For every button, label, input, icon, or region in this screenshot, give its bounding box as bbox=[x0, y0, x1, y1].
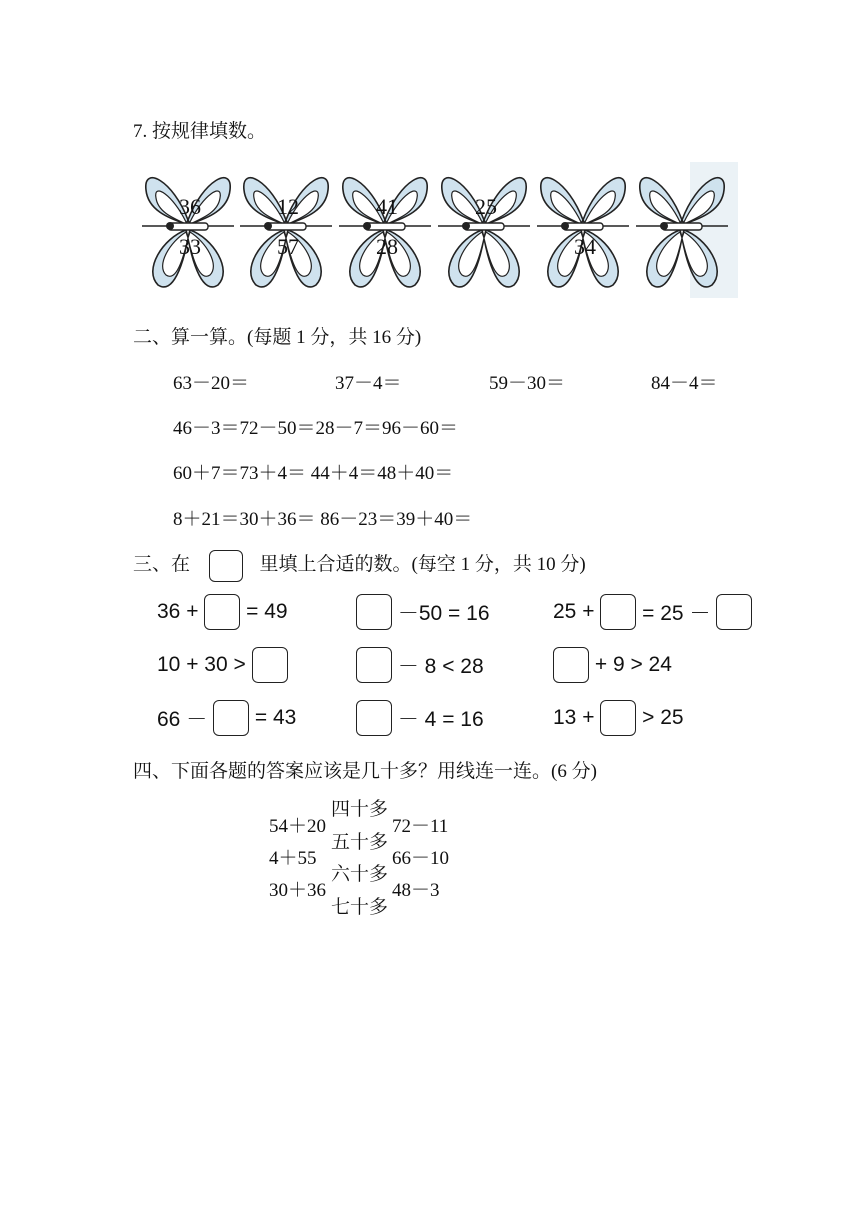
butterfly-sequence bbox=[138, 160, 736, 300]
butterfly-4 bbox=[434, 160, 534, 300]
fill-r1c2-b: －50 = 16 bbox=[397, 602, 490, 625]
section-3-title-a: 三、在 bbox=[133, 554, 191, 575]
answer-box[interactable] bbox=[553, 647, 589, 683]
match-middle-2[interactable]: 五十多 bbox=[331, 832, 389, 853]
fill-r3c3-a: 13 + bbox=[553, 706, 595, 729]
butterfly-1-bottom-number: 33 bbox=[179, 234, 201, 259]
calc-row-3: 60＋7＝73＋4＝ 44＋4＝48＋40＝ bbox=[173, 463, 454, 484]
butterfly-2-bottom-number: 57 bbox=[277, 234, 299, 259]
fill-r1c1-b: = 49 bbox=[246, 600, 288, 623]
fill-r1c3-b: = 25 － bbox=[642, 602, 711, 625]
butterfly-1-top-number: 36 bbox=[179, 194, 201, 219]
fill-r3c3 bbox=[553, 700, 684, 736]
fill-r2c3 bbox=[553, 647, 672, 683]
question-7-title: 7. 按规律填数。 bbox=[133, 121, 267, 142]
butterfly-1 bbox=[138, 160, 238, 300]
match-middle-1[interactable]: 四十多 bbox=[331, 799, 389, 820]
section-3-title-b: 里填上合适的数。(每空 1 分，共 10 分) bbox=[259, 554, 586, 575]
fill-r2c2 bbox=[356, 647, 484, 683]
match-left-2[interactable]: 4＋55 bbox=[269, 848, 317, 869]
butterfly-3-bottom-number: 28 bbox=[376, 234, 398, 259]
fill-r2c1 bbox=[157, 647, 288, 683]
match-right-3[interactable]: 48－3 bbox=[392, 880, 440, 901]
calc-r1-4: 84－4＝ bbox=[651, 373, 718, 394]
butterfly-3 bbox=[335, 160, 435, 300]
fill-r1c2 bbox=[356, 594, 490, 630]
butterfly-6 bbox=[632, 160, 732, 300]
butterfly-3-top-number: 41 bbox=[376, 194, 398, 219]
calc-r1-1: 63－20＝ bbox=[173, 373, 250, 394]
section-4-title: 四、下面各题的答案应该是几十多？用线连一连。(6 分) bbox=[133, 761, 597, 782]
calc-r1-2: 37－4＝ bbox=[335, 373, 402, 394]
answer-box[interactable] bbox=[204, 594, 240, 630]
fill-r3c1 bbox=[157, 700, 296, 736]
answer-box[interactable] bbox=[356, 647, 392, 683]
butterfly-5 bbox=[533, 160, 633, 300]
fill-r3c1-a: 66 － bbox=[157, 708, 208, 731]
fill-r1c1 bbox=[157, 594, 288, 630]
fill-r1c3 bbox=[553, 594, 752, 630]
butterfly-2 bbox=[236, 160, 336, 300]
fill-r3c2 bbox=[356, 700, 484, 736]
fill-r3c2-b: － 4 = 16 bbox=[397, 708, 484, 731]
match-right-2[interactable]: 66－10 bbox=[392, 848, 450, 869]
butterfly-2-top-number: 12 bbox=[277, 194, 299, 219]
fill-r2c2-b: － 8 < 28 bbox=[397, 655, 484, 678]
match-middle-4[interactable]: 七十多 bbox=[331, 897, 389, 918]
match-right-1[interactable]: 72－11 bbox=[392, 816, 449, 837]
match-left-3[interactable]: 30＋36 bbox=[269, 880, 327, 901]
fill-r1c1-a: 36 + bbox=[157, 600, 199, 623]
butterfly-5-bottom-number: 34 bbox=[574, 234, 596, 259]
fill-r2c1-a: 10 + 30 > bbox=[157, 653, 246, 676]
section-3-title bbox=[133, 549, 586, 582]
match-left-1[interactable]: 54＋20 bbox=[269, 816, 327, 837]
answer-box[interactable] bbox=[356, 700, 392, 736]
fill-r3c1-b: = 43 bbox=[254, 706, 297, 729]
answer-box[interactable] bbox=[356, 594, 392, 630]
fill-r1c3-a: 25 + bbox=[553, 600, 595, 623]
answer-box[interactable] bbox=[252, 647, 288, 683]
example-box-icon bbox=[209, 550, 243, 582]
section-2-title: 二、算一算。(每题 1 分，共 16 分) bbox=[133, 327, 422, 348]
answer-box[interactable] bbox=[600, 700, 636, 736]
calc-r1-3: 59－30＝ bbox=[489, 373, 566, 394]
butterfly-4-top-number: 25 bbox=[475, 194, 497, 219]
fill-r2c3-b: + 9 > 24 bbox=[594, 653, 672, 676]
fill-r3c3-b: > 25 bbox=[642, 706, 684, 729]
calc-row-4: 8＋21＝30＋36＝ 86－23＝39＋40＝ bbox=[173, 509, 473, 530]
answer-box[interactable] bbox=[716, 594, 752, 630]
match-middle-3[interactable]: 六十多 bbox=[331, 864, 389, 885]
answer-box[interactable] bbox=[213, 700, 249, 736]
calc-row-2: 46－3＝72－50＝28－7＝96－60＝ bbox=[173, 418, 459, 439]
answer-box[interactable] bbox=[600, 594, 636, 630]
